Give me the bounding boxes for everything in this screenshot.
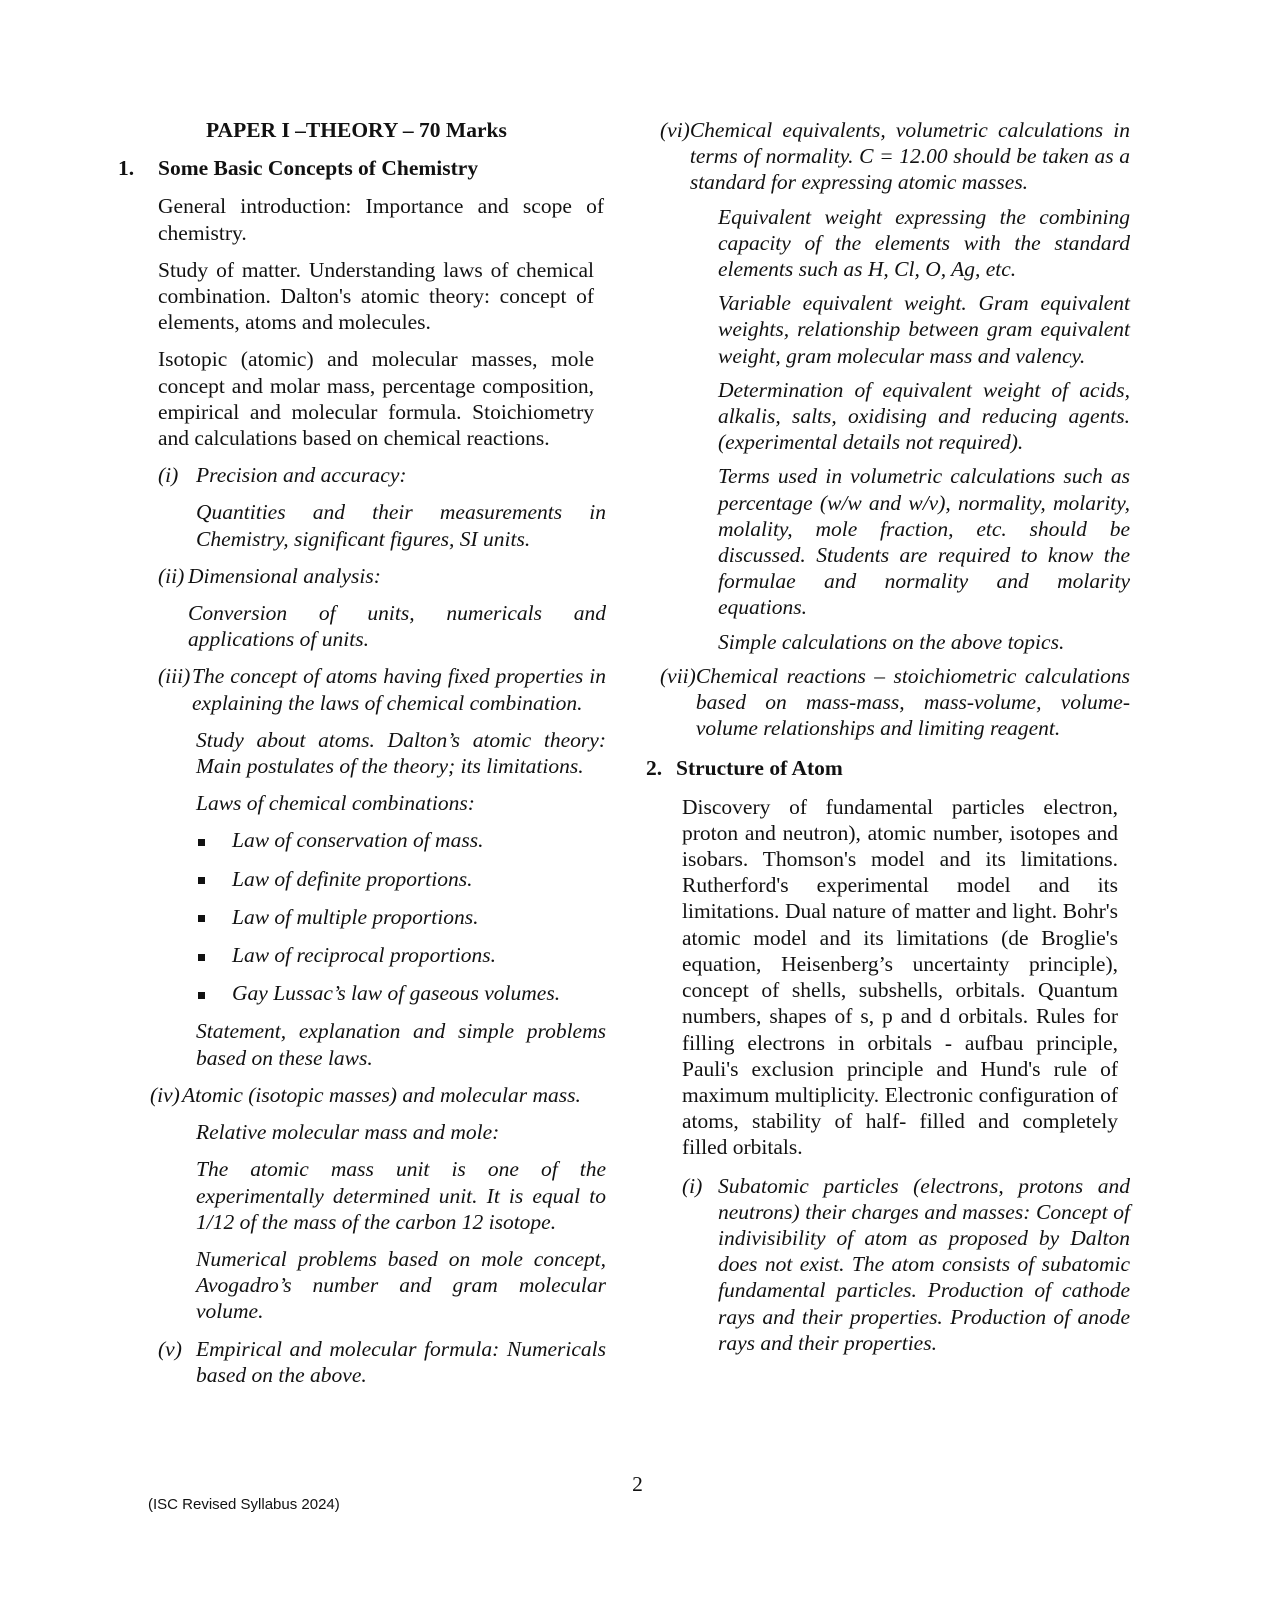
paragraph: Terms used in volumetric calculations such as percentage (w/w and w/v), normality, molarity, molality, mole fraction, etc. should be discussed. Students are required to know the formulae and normality and molarity equations.	[718, 464, 1130, 620]
paragraph: Determination of equivalent weight of acids, alkalis, salts, oxidising and reducing agents. (experimental details not required).	[718, 377, 1130, 455]
right-column	[646, 117, 1160, 1364]
paragraph: Variable equivalent weight. Gram equivalent weights, relationship between gram equivalent weight, gram molecular mass and valency.	[718, 291, 1130, 368]
paragraph: Statement, explanation and simple problems based on these laws.	[196, 1019, 606, 1070]
subtopic-title: The concept of atoms having fixed properties in explaining the laws of chemical combination.	[192, 664, 606, 715]
subtopic-ii	[118, 563, 618, 589]
law-item: Gay Lussac’s law of gaseous volumes.	[118, 980, 618, 1006]
left-column	[118, 117, 618, 1399]
subtopic-text: Subatomic particles (electrons, protons and neutrons) their charges and masses: Concept of indivisibility of atom as proposed by Dalton does not exist. The atom consists of subatomic fundamental particles. Production of cathode rays and their properties. Production of anode rays and their properties.	[718, 1173, 1130, 1355]
law-item: Law of multiple proportions.	[118, 904, 618, 930]
paragraph: Equivalent weight expressing the combining capacity of the elements with the standard elements such as H, Cl, O, Ag, etc.	[718, 204, 1130, 282]
bullet-square-icon	[198, 877, 205, 884]
bullet-square-icon	[198, 992, 205, 999]
section-1-title: Some Basic Concepts of Chemistry	[158, 156, 479, 181]
subtopic-title: Chemical reactions – stoichiometric calculations based on mass-mass, mass-volume, volume-volume relationships and limiting reagent.	[695, 663, 1130, 741]
paper-title: PAPER I –THEORY – 70 Marks	[206, 118, 507, 142]
subtopic-title: Precision and accuracy:	[196, 463, 407, 488]
subtopic-vi	[660, 117, 1130, 196]
subtopic-label: (i)	[682, 1173, 703, 1198]
paragraph: The atomic mass unit is one of the experimentally determined unit. It is equal to 1/12 of the mass of the carbon 12 isotope.	[196, 1157, 606, 1234]
subtopic-vii	[660, 663, 1130, 742]
subtopic-label: (iv)	[150, 1082, 180, 1107]
footer-text: (ISC Revised Syllabus 2024)	[148, 1496, 340, 1513]
subtopic-label: (vii)	[660, 663, 696, 688]
paragraph: Discovery of fundamental particles electron, proton and neutron), atomic number, isotopes and isobars. Thomson's model and its limitations. Rutherford's experimental model and its limitations. Dual nature of matter and light. Bohr's atomic model and its limitations (de Broglie's equation, Heisenberg’s uncertainty principle), concept of shells, subshells, orbitals. Quantum numbers, shapes of s, p and d orbitals. Rules for filling electrons in orbitals - aufbau principle, Pauli's exclusion principle and Hund's rule of maximum multiplicity. Electronic configuration of atoms, stability of half- filled and completely filled orbitals.	[682, 794, 1118, 1160]
subtopic-label: (v)	[158, 1336, 182, 1361]
paragraph: Laws of chemical combinations:	[196, 791, 475, 816]
paragraph: Simple calculations on the above topics.	[718, 629, 1065, 654]
bullet-square-icon	[198, 839, 205, 846]
subtopic-2-i	[660, 1173, 1130, 1356]
subtopic-title: Empirical and molecular formula: Numericals based on the above.	[196, 1336, 606, 1387]
subtopic-title: Atomic (isotopic masses) and molecular mass.	[182, 1082, 581, 1107]
law-item: Law of conservation of mass.	[118, 827, 618, 853]
paragraph: Quantities and their measurements in Chemistry, significant figures, SI units.	[196, 500, 606, 551]
paragraph: Isotopic (atomic) and molecular masses, mole concept and molar mass, percentage composition, empirical and molecular formula. Stoichiometry and calculations based on chemical reactions.	[158, 347, 594, 451]
subtopic-iii	[118, 663, 606, 715]
bullet-square-icon	[198, 954, 205, 961]
law-item: Law of reciprocal proportions.	[118, 942, 618, 968]
page-number: 2	[632, 1472, 643, 1496]
subtopic-label: (vi)	[660, 118, 690, 142]
paragraph: Study about atoms. Dalton’s atomic theory: Main postulates of the theory; its limitations.	[196, 727, 606, 779]
subtopic-i	[118, 462, 618, 488]
section-1-number: 1.	[118, 156, 135, 181]
subtopic-v	[118, 1336, 606, 1388]
section-2-number: 2.	[646, 756, 663, 781]
paragraph: Conversion of units, numericals and applications of units.	[188, 601, 606, 652]
subtopic-iv	[118, 1082, 618, 1108]
subtopic-label: (i)	[158, 463, 179, 488]
paragraph: Numerical problems based on mole concept, Avogadro’s number and gram molecular volume.	[196, 1246, 606, 1324]
law-item: Law of definite proportions.	[118, 866, 618, 892]
bullet-square-icon	[198, 915, 205, 922]
paragraph: Relative molecular mass and mole:	[196, 1120, 500, 1145]
section-2-heading	[646, 755, 1160, 781]
section-2-title: Structure of Atom	[676, 756, 843, 781]
section-1-heading	[118, 155, 618, 181]
paragraph: Study of matter. Understanding laws of chemical combination. Dalton's atomic theory: concept of elements, atoms and molecules.	[158, 257, 594, 335]
paragraph: General introduction: Importance and scope of chemistry.	[158, 194, 604, 245]
subtopic-label: (iii)	[158, 664, 191, 689]
subtopic-title: Dimensional analysis:	[188, 563, 381, 588]
subtopic-label: (ii)	[158, 563, 185, 588]
subtopic-title: Chemical equivalents, volumetric calculations in terms of normality. C = 12.00 should be taken as a standard for expressing atomic masses.	[689, 118, 1130, 195]
